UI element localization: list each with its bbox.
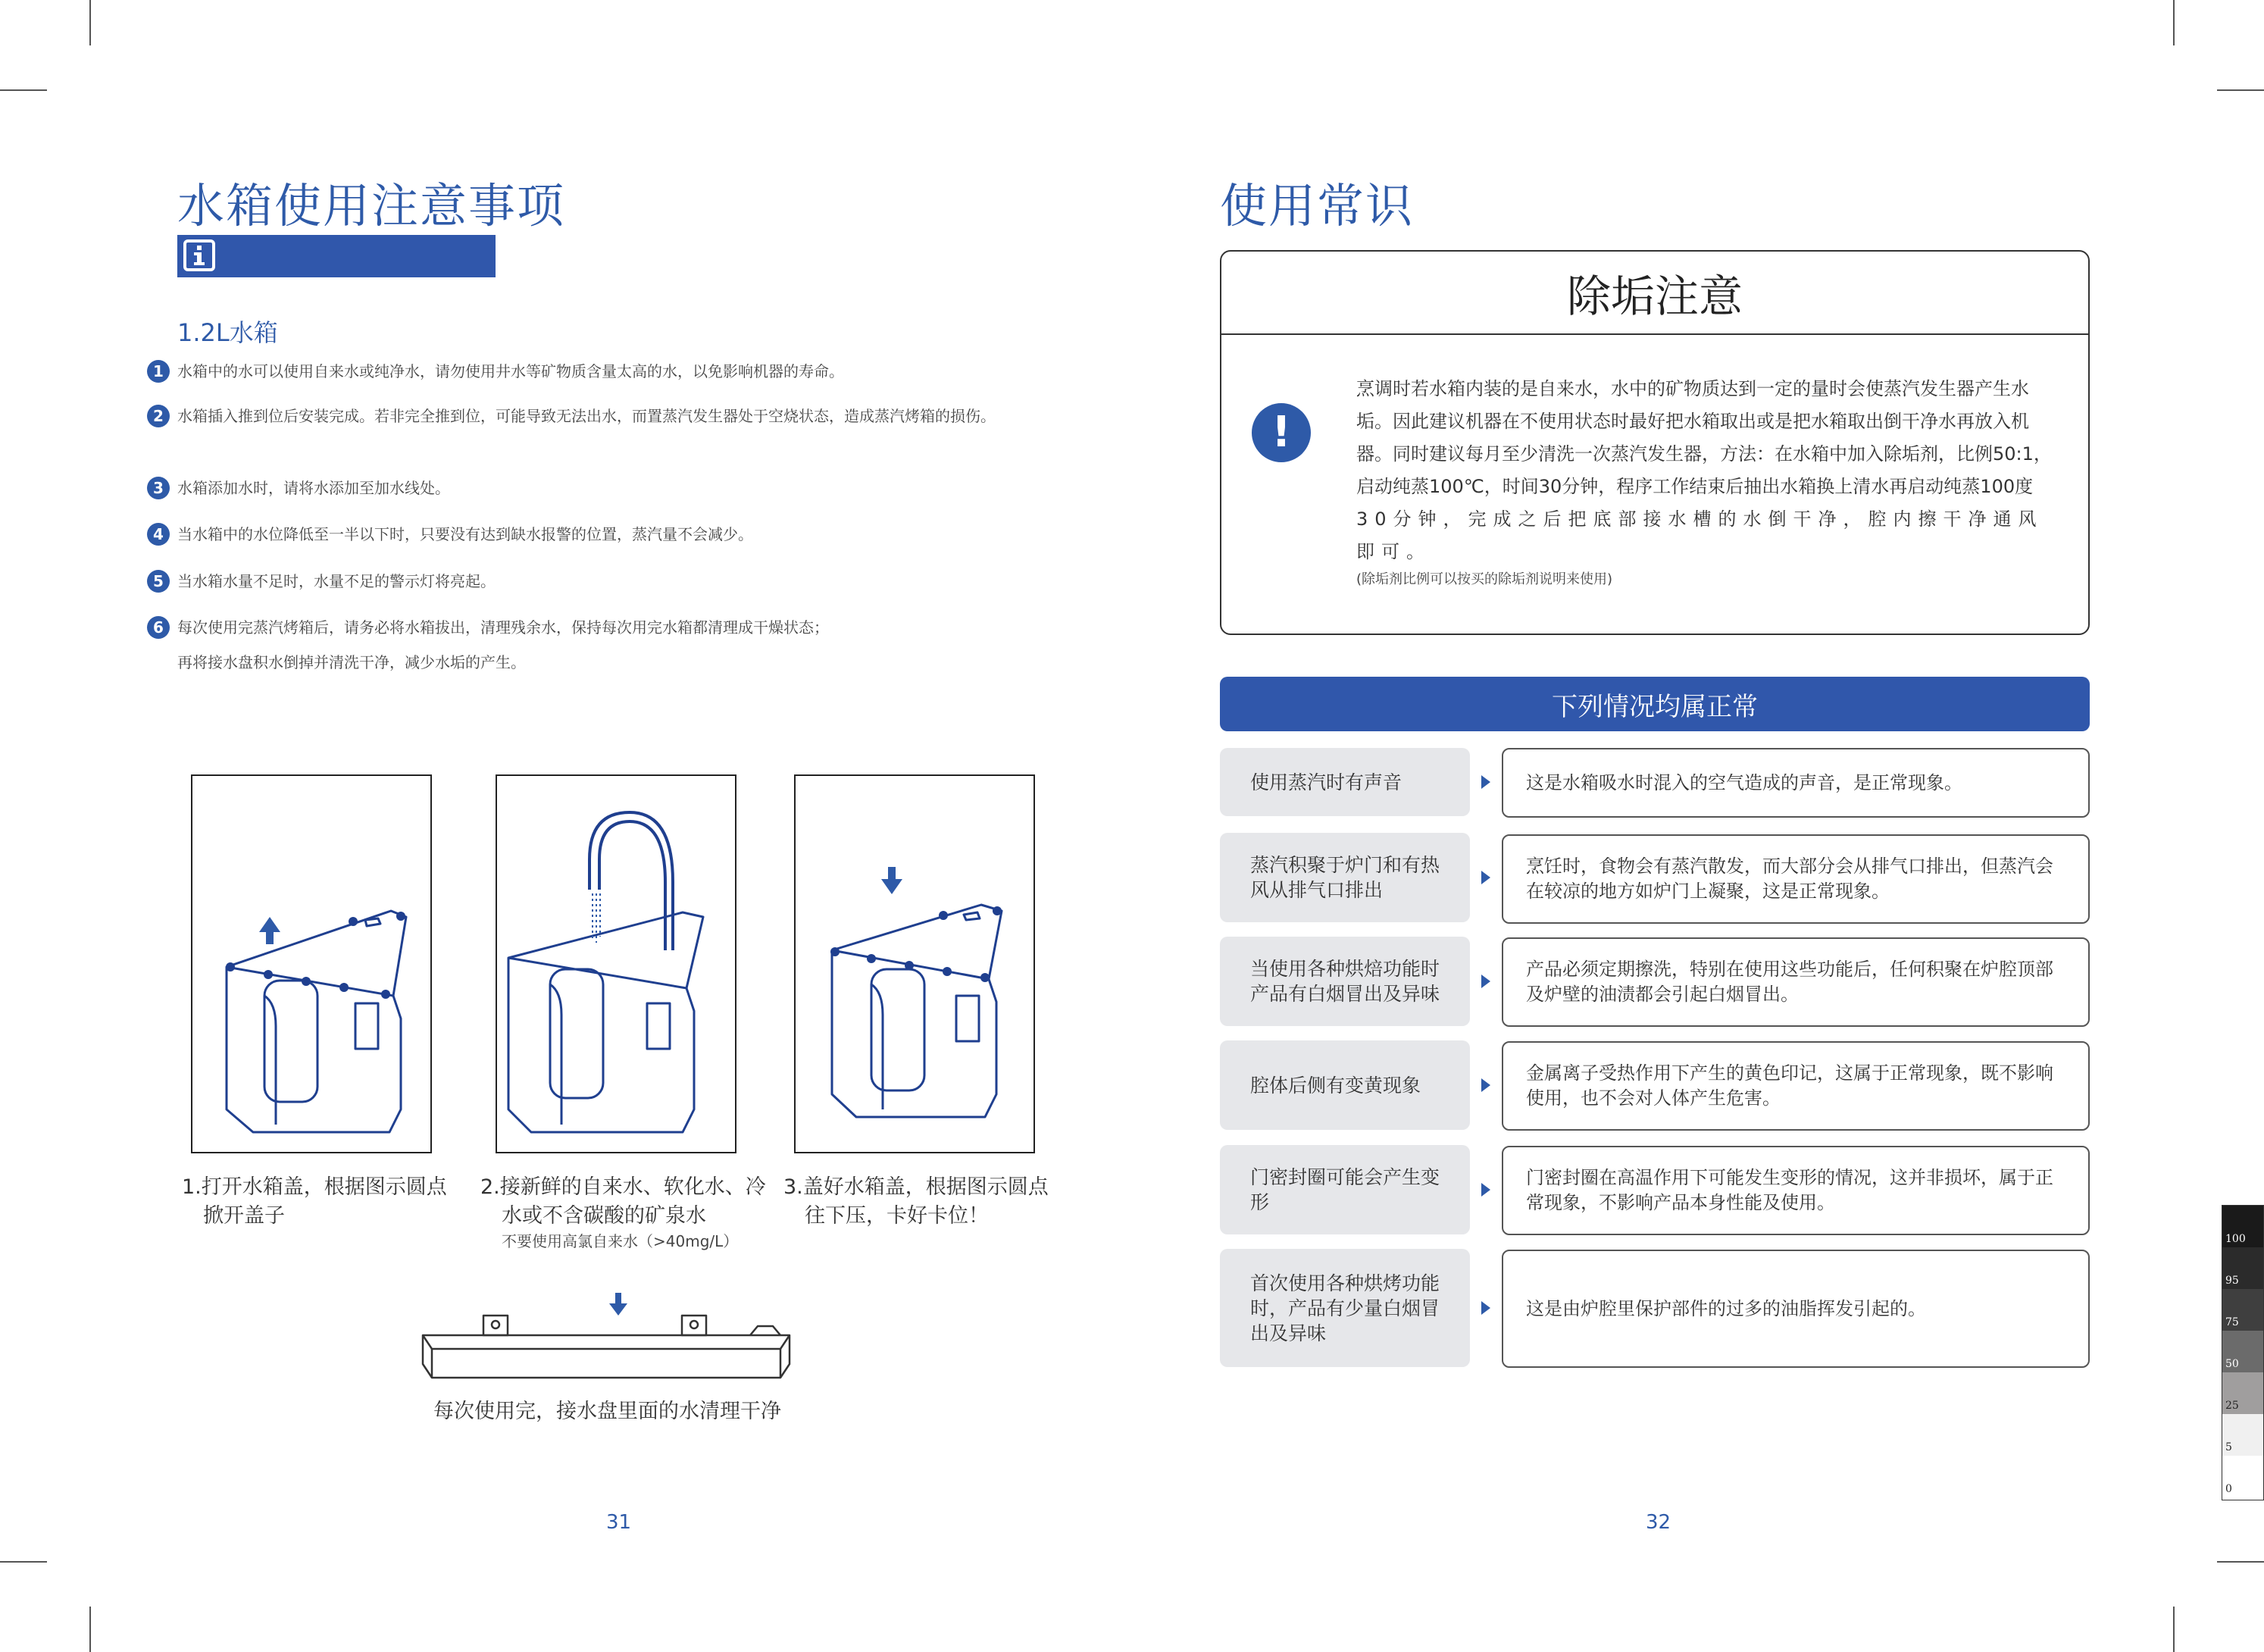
triangle-right-icon (1481, 871, 1490, 884)
note-text: 每次使用完蒸汽烤箱后，请务必将水箱拔出，清理残余水，保持每次用完水箱都清理成干燥状态； (177, 618, 829, 637)
number-badge: 2 (147, 405, 170, 427)
descale-box (1220, 250, 2090, 635)
explanation-cell: 这是由炉腔里保护部件的过多的油脂挥发引起的。 (1502, 1250, 2090, 1368)
caption-line: 3.盖好水箱盖，根据图示圆点 (783, 1175, 1049, 1199)
note-item (153, 358, 1071, 384)
note-text: 水箱添加水时，请将水添加至加水线处。 (177, 479, 450, 497)
situation-cell: 腔体后侧有变黄现象 (1220, 1040, 1470, 1130)
exclamation-icon: ! (1252, 403, 1311, 462)
caption-line: 1.打开水箱盖，根据图示圆点 (182, 1175, 447, 1199)
illustration-open-lid (191, 774, 432, 1153)
descale-text (1356, 373, 2053, 591)
caption-line: 水或不含碳酸的矿泉水 (502, 1204, 706, 1228)
situation-cell: 门密封圈可能会产生变形 (1220, 1145, 1470, 1234)
descale-heading: 除垢注意 (1221, 252, 2088, 335)
descale-line: 启动纯蒸100℃，时间30分钟，程序工作结束后抽出水箱换上清水再启动纯蒸100度 (1356, 476, 2034, 497)
page-title-left: 水箱使用注意事项 (177, 178, 566, 233)
situation-cell: 首次使用各种烘烤功能时，产品有少量白烟冒出及异味 (1220, 1249, 1470, 1367)
crop-mark (2173, 1607, 2175, 1652)
note-text: 水箱中的水可以使用自来水或纯净水，请勿使用井水等矿物质含量太高的水，以免影响机器的寿命。 (177, 362, 844, 380)
triangle-right-icon (1481, 1301, 1490, 1315)
gray-cell (2222, 1456, 2263, 1497)
gray-label: 50 (2225, 1358, 2239, 1370)
caption-step-1 (182, 1173, 447, 1231)
situation-cell: 当使用各种烘焙功能时产品有白烟冒出及异味 (1220, 937, 1470, 1026)
page-title-right: 使用常识 (1220, 178, 1415, 233)
number-badge: 6 (147, 616, 170, 639)
caption-sub: 不要使用高氯自来水（>40mg/L） (502, 1232, 739, 1250)
explanation-cell: 这是水箱吸水时混入的空气造成的声音，是正常现象。 (1502, 748, 2090, 818)
number-badge: 5 (147, 570, 170, 593)
illustration-close-lid (794, 774, 1035, 1153)
gray-cell (2222, 1331, 2263, 1372)
crop-mark (0, 1561, 47, 1563)
tray-caption: 每次使用完，接水盘里面的水清理干净 (433, 1400, 781, 1423)
crop-mark (2173, 0, 2175, 45)
descale-line: 垢。因此建议机器在不使用状态时最好把水箱取出或是把水箱取出倒干净水再放入机 (1356, 411, 2029, 432)
caption-line: 2.接新鲜的自来水、软化水、冷 (480, 1175, 766, 1199)
gray-label: 75 (2225, 1316, 2239, 1328)
arrow-up-icon (259, 917, 280, 944)
crop-mark (2217, 1561, 2264, 1563)
situation-cell: 使用蒸汽时有声音 (1220, 748, 1470, 816)
descale-line: 器。同时建议每月至少清洗一次蒸汽发生器，方法：在水箱中加入除垢剂，比例50:1， (1356, 443, 2052, 465)
gray-cell (2222, 1289, 2263, 1331)
gray-label: 100 (2225, 1233, 2246, 1245)
explanation-cell: 烹饪时，食物会有蒸汽散发，而大部分会从排气口排出，但蒸汽会在较凉的地方如炉门上凝聚，这是正常现象。 (1502, 834, 2090, 924)
gray-label: 5 (2225, 1441, 2232, 1453)
page-number-right: 32 (1646, 1511, 1671, 1534)
gray-label: 25 (2225, 1400, 2239, 1412)
note-item (153, 615, 1071, 675)
gray-cell (2222, 1247, 2263, 1289)
page-number-left: 31 (606, 1511, 632, 1534)
note-item (153, 521, 1071, 547)
explanation-cell: 门密封圈在高温作用下可能发生变形的情况，这并非损坏，属于正常现象，不影响产品本身性能及使用。 (1502, 1146, 2090, 1235)
grayscale-strip (2222, 1205, 2264, 1500)
normal-situations-heading: 下列情况均属正常 (1220, 677, 2090, 731)
illustration-fill-water (496, 774, 736, 1153)
note-item (153, 475, 1071, 501)
descale-note: (除垢剂比例可以按买的除垢剂说明来使用) (1356, 571, 1613, 587)
illustration-drip-tray (417, 1288, 796, 1387)
info-icon (183, 239, 215, 271)
note-text-continued: 再将接水盘积水倒掉并清洗干净，减少水垢的产生。 (177, 653, 526, 671)
gray-cell (2222, 1206, 2263, 1247)
crop-mark (2217, 89, 2264, 91)
gray-cell (2222, 1372, 2263, 1414)
gray-label: 0 (2225, 1483, 2232, 1495)
gray-cell (2222, 1414, 2263, 1456)
gray-label: 95 (2225, 1275, 2239, 1287)
descale-line: 烹调时若水箱内装的是自来水，水中的矿物质达到一定的量时会使蒸汽发生器产生水 (1356, 378, 2029, 399)
arrow-down-icon (881, 867, 902, 894)
section-title: 1.2L水箱 (177, 318, 278, 347)
triangle-right-icon (1481, 975, 1490, 988)
caption-step-3 (783, 1173, 1049, 1231)
caption-step-2 (480, 1173, 766, 1252)
note-text: 当水箱中的水位降低至一半以下时，只要没有达到缺水报警的位置，蒸汽量不会减少。 (177, 525, 753, 543)
situation-cell: 蒸汽积聚于炉门和有热风从排气口排出 (1220, 833, 1470, 922)
crop-mark (89, 1607, 91, 1652)
explanation-cell: 产品必须定期擦洗，特别在使用这些功能后，任何积聚在炉腔顶部及炉壁的油渍都会引起白烟冒出。 (1502, 937, 2090, 1027)
arrow-down-icon (609, 1293, 627, 1316)
number-badge: 4 (147, 523, 170, 546)
number-badge: 1 (147, 360, 170, 383)
caption-line: 往下压，卡好卡位！ (805, 1204, 989, 1228)
note-text: 水箱插入推到位后安装完成。若非完全推到位，可能导致无法出水，而置蒸汽发生器处于空烧状态，造成蒸汽烤箱的损伤。 (177, 407, 996, 425)
caption-line: 掀开盖子 (203, 1204, 285, 1228)
crop-mark (0, 89, 47, 91)
note-item (153, 568, 1071, 594)
descale-line: 30分钟，完成之后把底部接水槽的水倒干净，腔内擦干净通风即可。 (1356, 508, 2044, 562)
explanation-cell: 金属离子受热作用下产生的黄色印记，这属于正常现象，既不影响使用，也不会对人体产生危害。 (1502, 1041, 2090, 1131)
note-text: 当水箱水量不足时，水量不足的警示灯将亮起。 (177, 572, 496, 590)
crop-mark (89, 0, 91, 45)
triangle-right-icon (1481, 775, 1490, 789)
triangle-right-icon (1481, 1078, 1490, 1092)
info-banner (177, 235, 496, 277)
triangle-right-icon (1481, 1183, 1490, 1197)
note-item (153, 403, 1049, 429)
number-badge: 3 (147, 477, 170, 499)
